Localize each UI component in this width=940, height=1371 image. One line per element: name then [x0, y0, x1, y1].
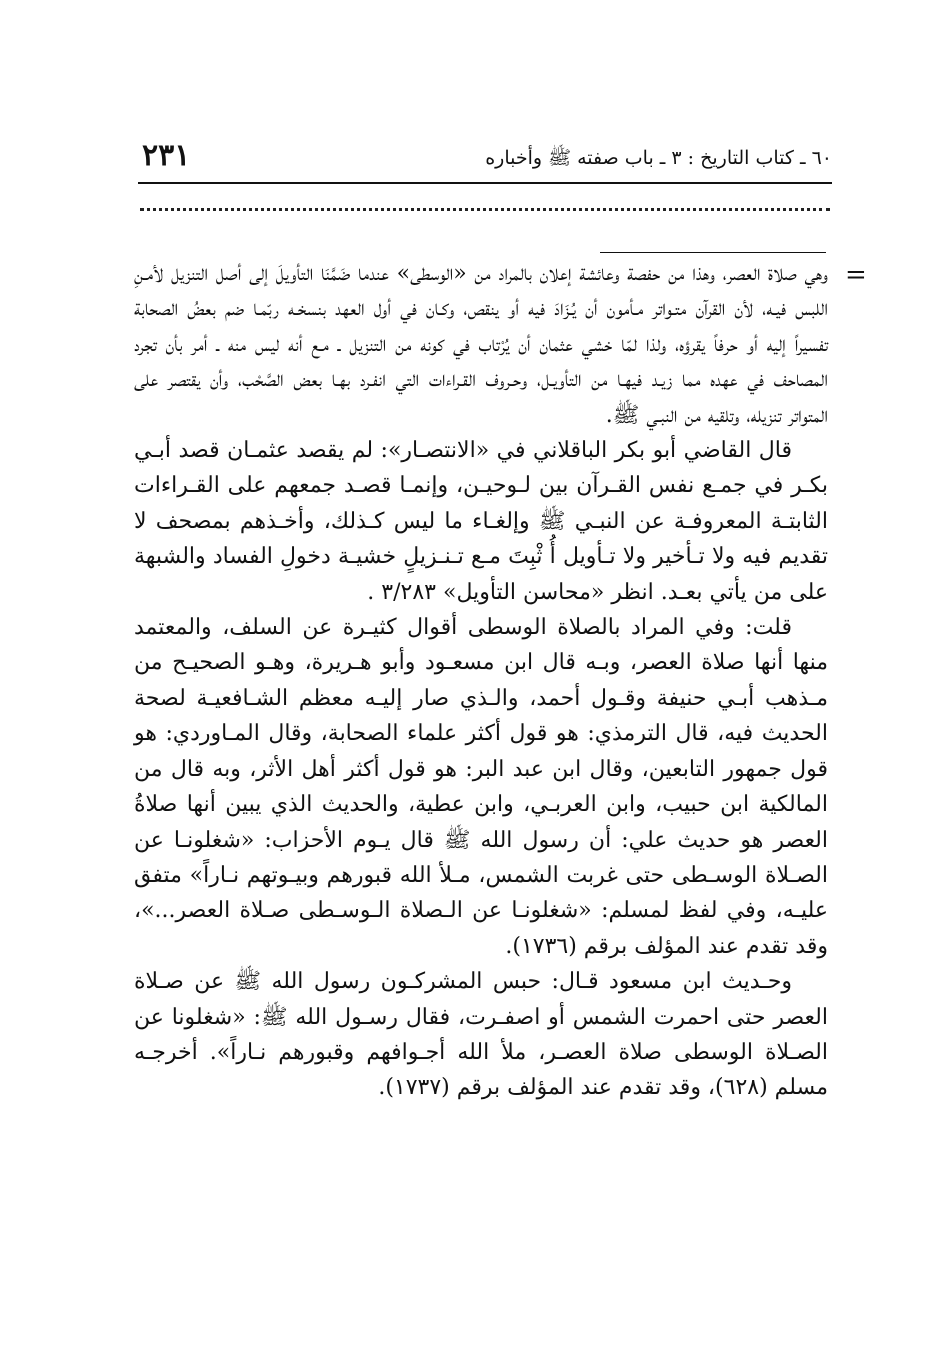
page-number: ٢٣١ [142, 138, 191, 173]
paragraph: قلت: وفي المراد بالصلاة الوسطى أقوال كثيـرة عن السلف، والمعتمد منها أنها صلاة العصر، وبـه قال ابن مسعـود وأبو هـريرة، وهـو الصحيـح من مـذهب أبـي حنيفة وقـول أحمد، والـذي صار إليـه معظم الشـافعيـة لصحة الحديث فيه، قال الترمذي: هو قول أكثر علماء الصحابة، وقال المـاوردي: هو قول جمهور التابعين، وقال ابن عبد البر: هو قول أكثر أهل الأثر، وبه قال من المالكية ابن حبيب، وابن العربـي، وابن عطية، والحديث الذي يبين أنها صلاةُ العصر هو حديث علي: أن رسول الله ﷺ قال يـوم الأحزاب: «شغلونـا عن الصـلاة الوسـطى حتى غربت الشمس، مـلأ الله قبورهم وبيـوتهم نـاراً» متفق عليـه، وفي لفظ لمسلم: «شغلونـا عن الـصلاة الـوسـطى صـلاة العصر...»، وقد تقدم عند المؤلف برقم (١٧٣٦). [134, 615, 828, 959]
paragraph: وحـديث ابن مسعود قـال: حبس المشركـون رسول الله ﷺ عن صـلاة العصر حتى احمرت الشمس أو اصفـرت، فقال رسـول الله ﷺ: «شغلونا عن الصـلاة الوسطى صلاة العصـر، ملأ الله أجـوافهم وقبورهم نـاراً». أخرجـه مسلم (٦٢٨)، وقد تقدم عند المؤلف برقم (١٧٣٧). [134, 969, 828, 1101]
footnote-text [134, 256, 828, 1106]
dotted-separator [140, 208, 830, 211]
page-header [138, 138, 832, 182]
paragraph: قال القاضي أبو بكر الباقلاني في «الانتصـار»: لم يقصد عثمـان قصد أبـي بكـر في جمـع نفس القـرآن بين لـوحيـن، وإنمـا قصـد جمعهم على القـراءات الثابتـة المعروفـة عن النبـي ﷺ وإلغـاء ما ليس كـذلك، وأخـذهم بمصحف لا تقديم فيه ولا تـأخير ولا تـأويل أُ ثْبِتَ مـع تـنـزيلٍ خشيـة دخولِ الفساد والشبهة على من يأتي بعـد. انظر «محاسن التأويل» ٣/٢٨٣ . [134, 438, 828, 605]
running-title: ٦٠ ـ كتاب التاريخ : ٣ ـ باب صفته ﷺ وأخباره [485, 147, 832, 169]
footnote-rule [600, 252, 826, 253]
continuation-mark: = [845, 260, 867, 290]
header-rule [138, 182, 832, 184]
paragraph: وهي صلاة العصر، وهذا من حفصة وعائشة إعلان بالمراد من «الوسطى» عندما ضَمَّنَا التأويلَ إلى أصل التنزيل لأمـنِ اللبس فيـه، لأن القرآن متـواتر مـأمون أن يُـزَادَ فيه أو ينقص، وكـان في أول العهد بنسخـه ربّمـا ضم بعضُ الصحابة تفسيراً إليه أو حرفاً يقرؤه، ولذا لمّا خشي عثمان أن يُرْتاب في كونه من التنزيل ـ مـع أنه ليس منه ـ أمر بأن تجرد المصاحف في عهده مما زيـد فيهـا من التأويـل، وحـروف القـراءات التي انفـرد بهـا بعض الصَّحْب، وأن يقتصر على المتواتر تنزيله، وتلقيه من النبـي ﷺ. [134, 261, 828, 428]
